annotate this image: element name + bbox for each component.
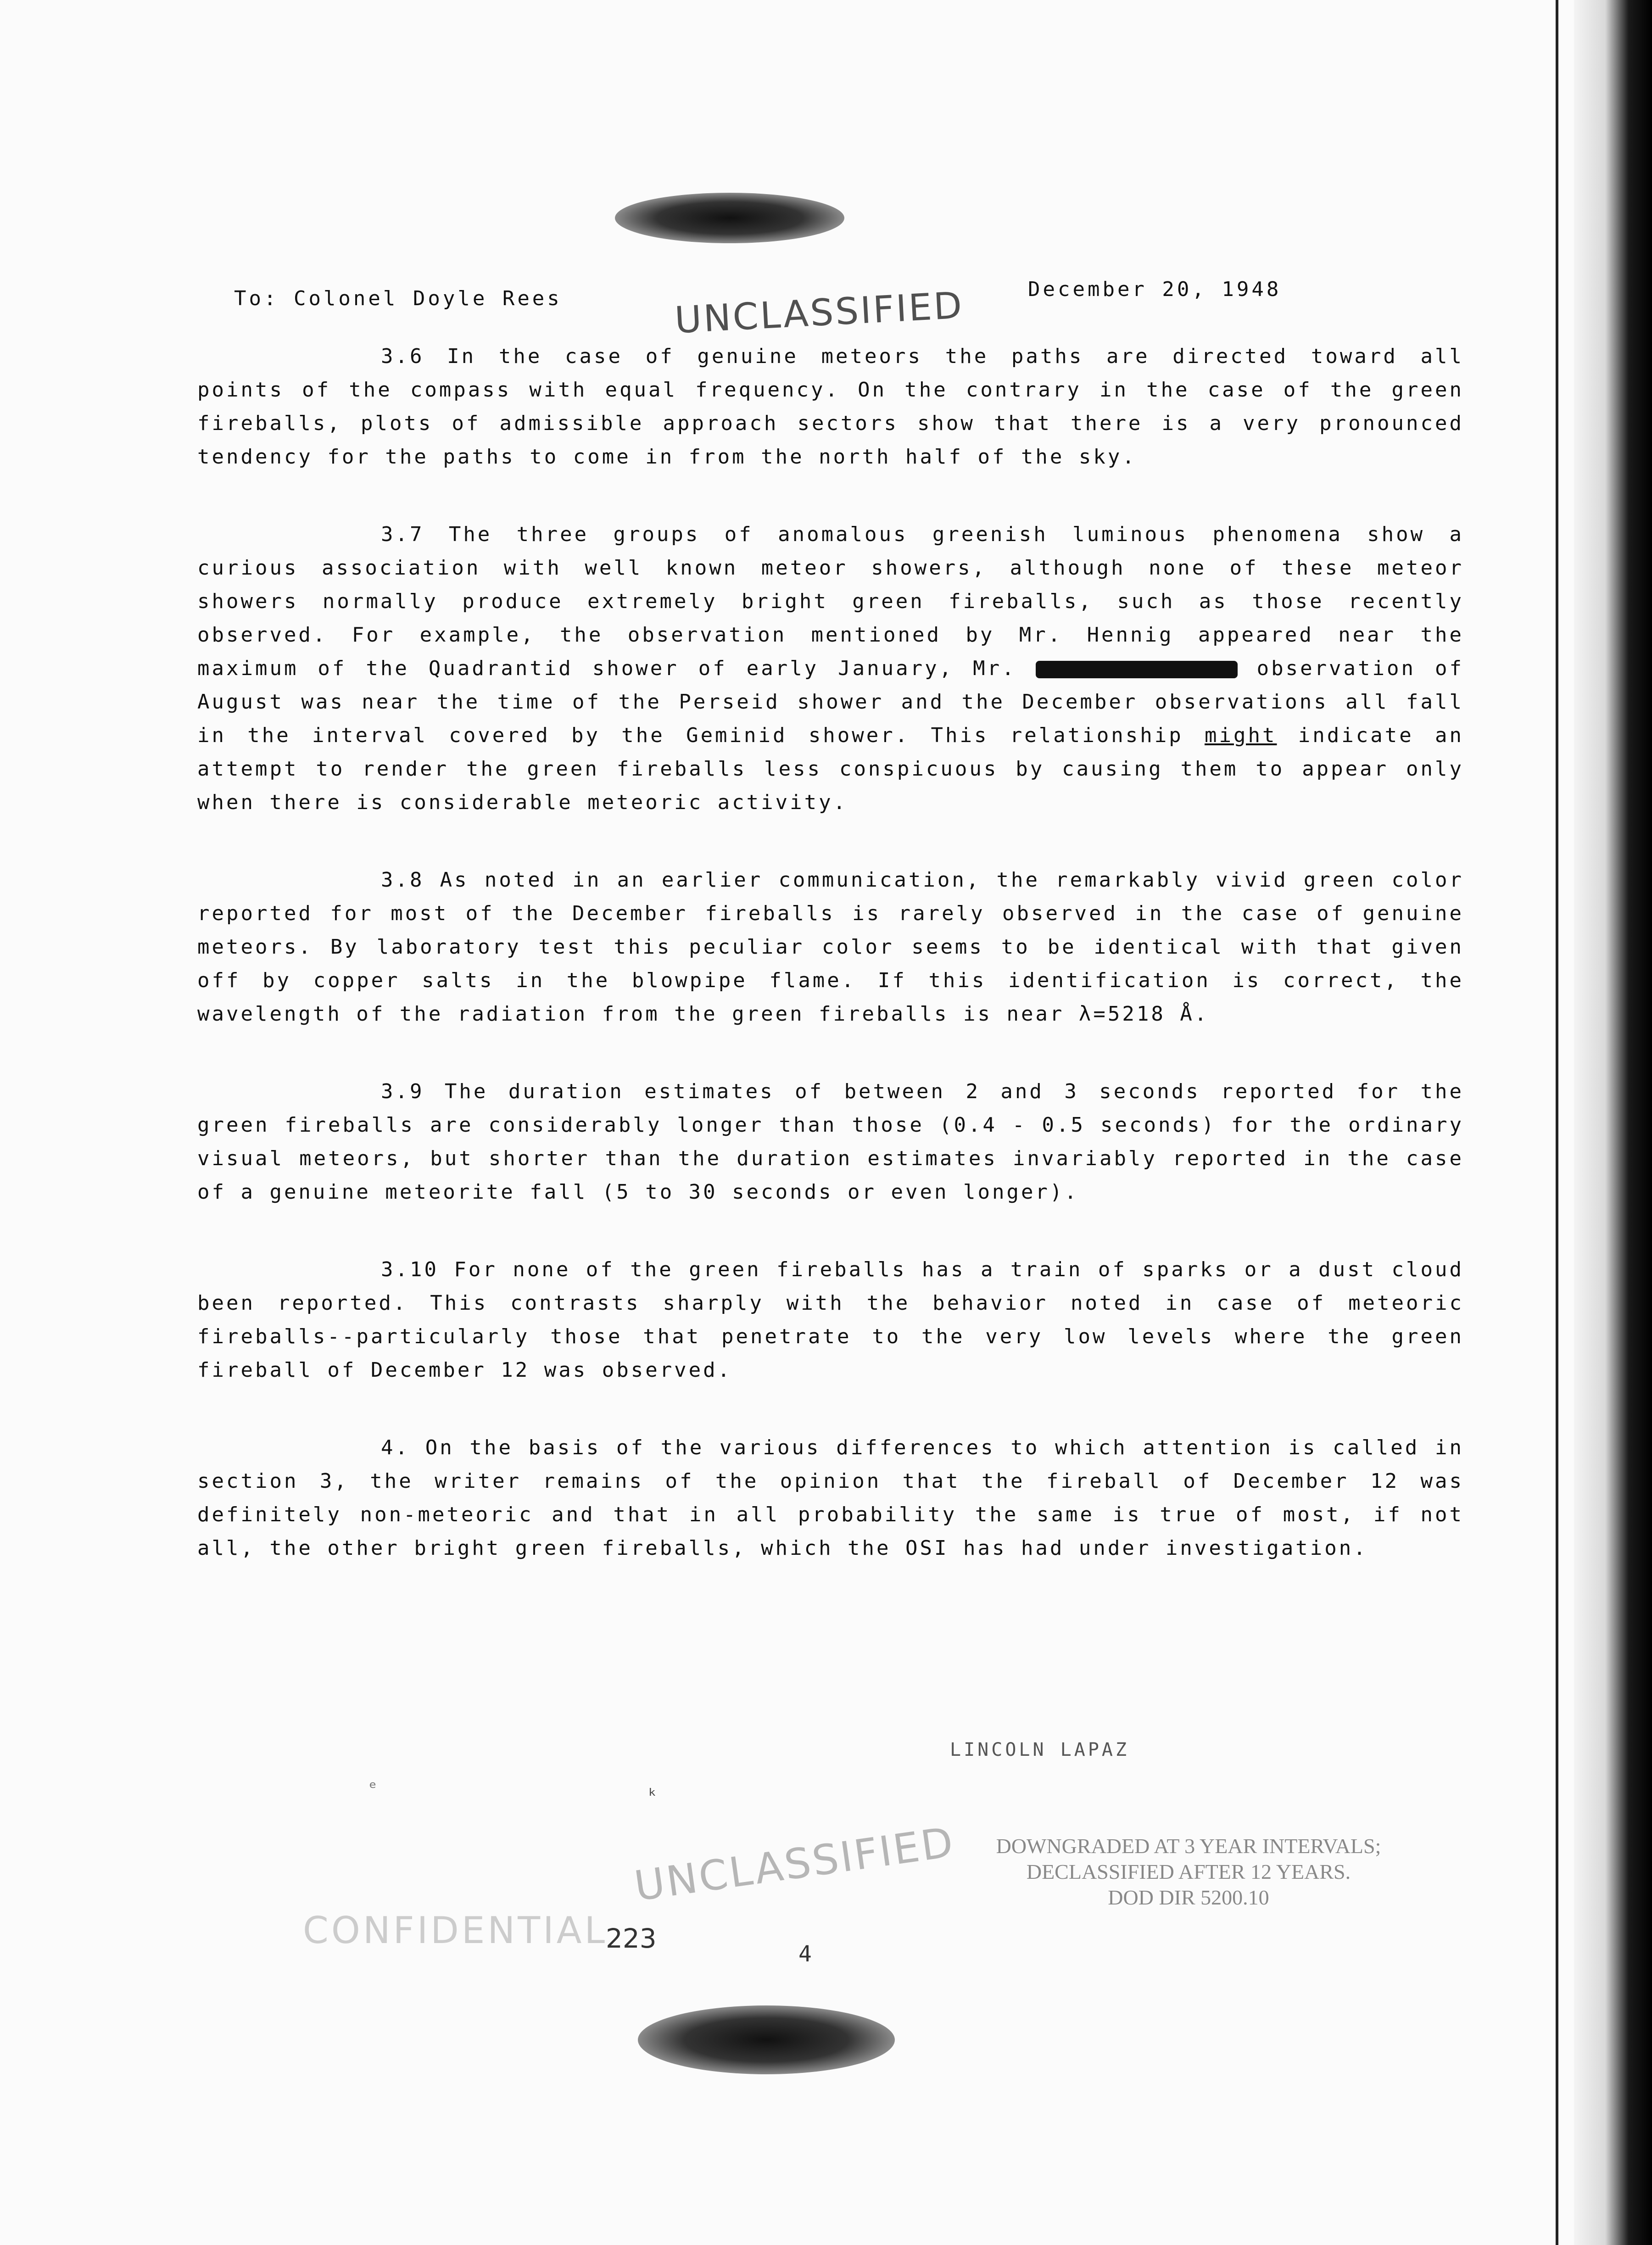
page-number: 4 — [798, 1941, 812, 1967]
stray-mark: ₑ — [367, 1771, 379, 1793]
paragraph-3-8: 3.8 As noted in an earlier communication, the remarkably vivid green color reported for most of the December fireballs is rarely observed in the case of genuine meteors. By laboratory test this peculiar color seems to be identical with that given off by copper salts in the blowpipe flame. If this identification is correct, the wavelength of the radiation from the green fireballs is near λ=5218 Å. — [197, 868, 1464, 1026]
paragraph-3-7: 3.7 The three groups of anomalous greenish luminous phenomena show a curious association with well known meteor showers, although none of these meteor showers normally produce extremely bright green fireballs, such as those recently observed. For example, the observation mentioned by Mr. Hennig appeared near the maximum of the Quadrantid shower of early January, Mr. observation of August was near the time of the Perseid shower and the December observations all fall in the interval covered by the Geminid shower. This relationship might indicate an attempt to render the green fireballs less conspicuous by causing them to appear only when there is considerable meteoric activity. — [197, 523, 1464, 814]
memo-date: December 20, 1948 — [1028, 278, 1282, 301]
stray-mark: ᵏ — [647, 1785, 659, 1806]
memo-header — [234, 278, 1473, 342]
classification-stamp: UNCLASSIFIED — [673, 284, 965, 342]
scan-border — [1574, 0, 1652, 2245]
paragraph-3-6: 3.6 In the case of genuine meteors the paths are directed toward all points of the compass with equal frequency. On the contrary in the case of the green fireballs, plots of admissible approach sectors show that there is a very pronounced tendency for the paths to come in from the north half of the sky. — [197, 345, 1464, 469]
handwritten-number: 223 — [606, 1923, 657, 1954]
underlined-word: might — [1205, 724, 1277, 747]
addressee: To: Colonel Doyle Rees — [234, 287, 562, 310]
page-edge — [1556, 0, 1558, 2245]
downgrade-notice: DOWNGRADED AT 3 YEAR INTERVALS; DECLASSIFIED AFTER 12 YEARS. DOD DIR 5200.10 — [996, 1834, 1381, 1909]
signature-block: LINCOLN LAPAZ — [950, 1739, 1130, 1760]
paragraph-3-10: 3.10 For none of the green fireballs has a train of sparks or a dust cloud been reported. This contrasts sharply with the behavior noted in case of meteoric fireballs--particularly those that penetrate to the very low levels where the green fireball of December 12 was observed. — [197, 1258, 1464, 1382]
paragraph-3-9: 3.9 The duration estimates of between 2 and 3 seconds reported for the green fireballs are considerably longer than those (0.4 - 0.5 seconds) for the ordinary visual meteors, but shorter than the duration estimates invariably reported in the case of a genuine meteorite fall (5 to 30 seconds or even longer). — [197, 1080, 1464, 1204]
redaction-smudge-top — [615, 193, 844, 243]
classification-stamp-footer: UNCLASSIFIED — [631, 1818, 958, 1911]
memo-body — [197, 340, 1464, 1609]
redaction-smudge-bottom — [638, 2005, 895, 2074]
paragraph-4: 4. On the basis of the various differences to which attention is called in section 3, the writer remains of the opinion that the fireball of December 12 was definitely non-meteoric and that in all probability the same is true of most, if not all, the other bright green fireballs, which the OSI has had under investigation. — [197, 1436, 1464, 1560]
faint-stamp: CONFIDENTIAL — [303, 1909, 608, 1952]
redaction-bar — [1036, 661, 1238, 678]
